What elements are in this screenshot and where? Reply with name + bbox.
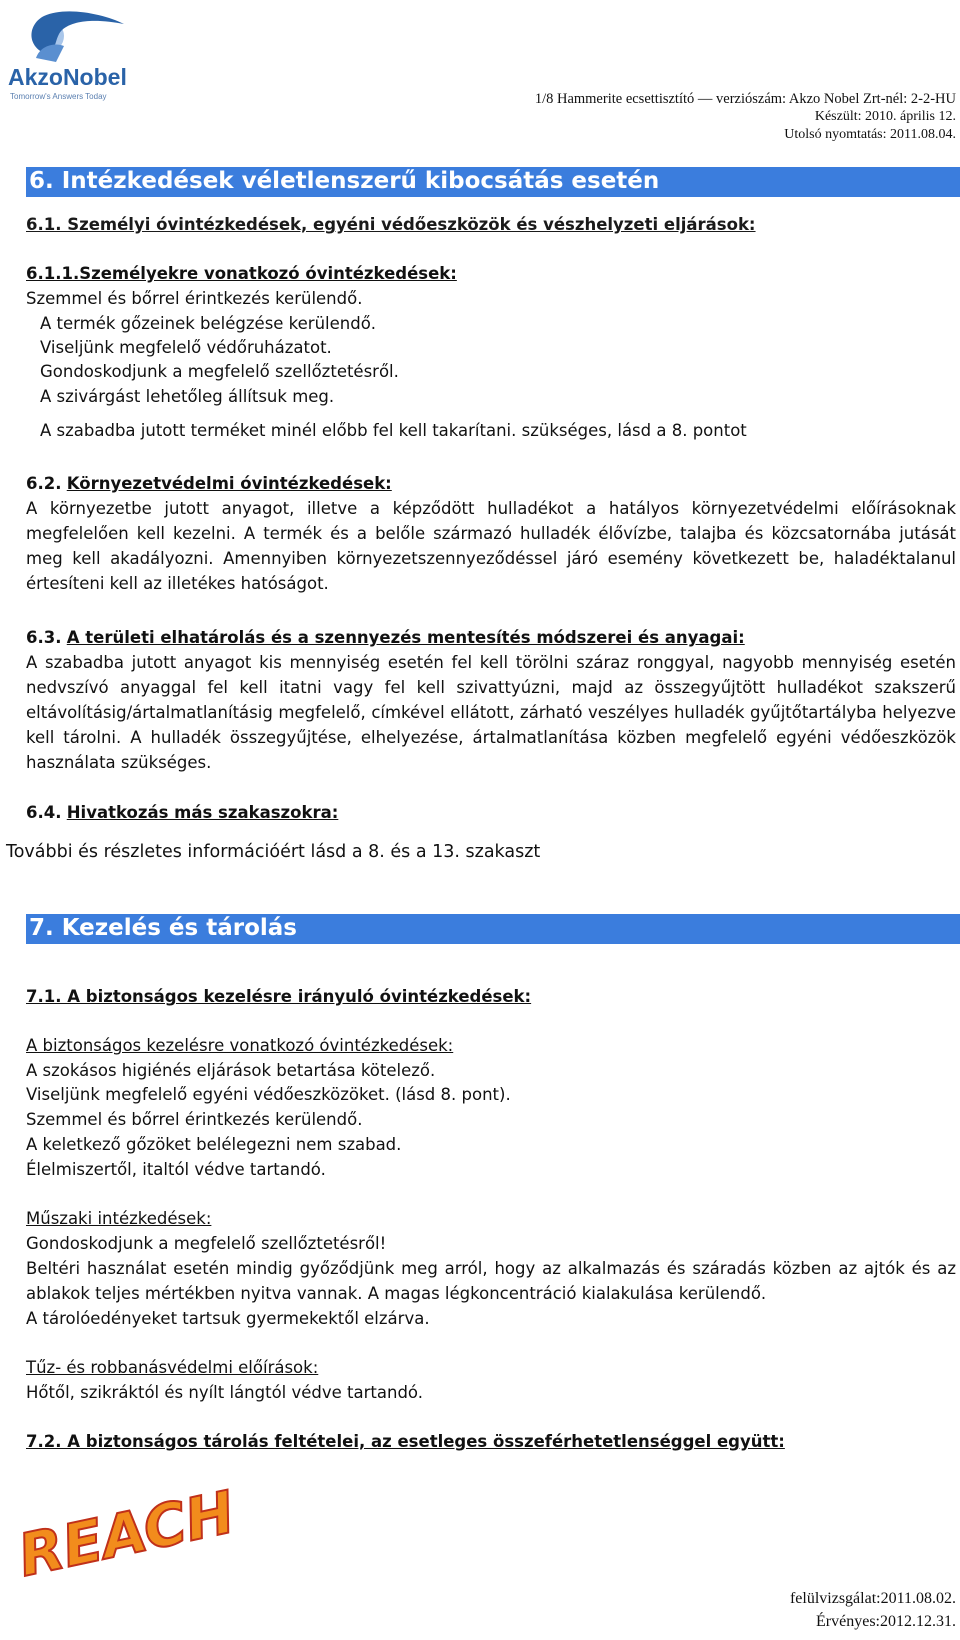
logo-tagline: Tomorrow's Answers Today — [10, 92, 107, 101]
section-6-3-number: 6.3. — [26, 628, 62, 647]
fire-protection-heading: Tűz- és robbanásvédelmi előírások: — [26, 1358, 319, 1377]
logo-wordmark: AkzoNobel — [8, 64, 127, 90]
section-6-1-1-heading: 6.1.1.Személyekre vonatkozó óvintézkedések: — [26, 264, 457, 283]
akzonobel-logo — [6, 6, 136, 102]
section-6-2-text: A környezetbe jutott anyagot, illetve a képződött hulladékot a hatályos környezetvédelmi előírásoknak megfelelően kell kezelni. A termék és a belőle származó hulladék élővízbe, talajba és közcsatornába jutását meg kell akadályozni. Amennyiben környezetszennyeződéssel járó esemény következett be, haladéktalanul értesíteni kell az illetékes hatóságot. — [26, 499, 956, 593]
list-item: A szokásos higiénés eljárások betartása kötelező. — [26, 1061, 436, 1080]
list-item: A keletkező gőzöket belélegezni nem szabad. — [26, 1135, 402, 1154]
section-6-1-heading: 6.1. Személyi óvintézkedések, egyéni védőeszközök és vészhelyzeti eljárások: — [26, 215, 756, 234]
section-6-3-heading — [26, 625, 745, 650]
footer-revision: felülvizsgálat:2011.08.02. — [789, 1590, 956, 1607]
list-item: Gondoskodjunk a megfelelő szellőztetésről. — [40, 362, 399, 381]
section-6-4-title: Hivatkozás más szakaszokra: — [66, 803, 339, 822]
list-item: Gondoskodjunk a megfelelő szellőztetésről! — [26, 1234, 387, 1253]
list-item: Viseljünk megfelelő egyéni védőeszközöket. (lásd 8. pont). — [26, 1085, 511, 1104]
section-7-1-heading: 7.1. A biztonságos kezelésre irányuló óvintézkedések: — [26, 987, 532, 1006]
header-printed: Utolsó nyomtatás: 2011.08.04. — [784, 127, 956, 142]
section-6-3-title: A területi elhatárolás és a szennyezés mentesítés módszerei és anyagai: — [66, 628, 745, 647]
section-6-3-text: A szabadba jutott anyagot kis mennyiség esetén fel kell törölni száraz ronggyal, nagyobb mennyiség esetén nedvszívó anyaggal fel kell itatni vagy fel kell szivattyúzni, majd az összegyűjtött hulladékot szakszerű eltávolításig/ártalmatlanításig megfelelő, címkével ellátott, zárható veszélyes hulladék gyűjtőtartályba helyezve kell tárolni. A hulladék összegyűjtése, elhelyezése, ártalmatlanítása közben megfelelő egyéni védőeszközök használata szükséges. — [26, 653, 956, 772]
list-item: A szabadba jutott terméket minél előbb fel kell takarítani. szükséges, lásd a 8. pontot — [40, 421, 747, 440]
section-6-title: 6. Intézkedések véletlenszerű kibocsátás esetén — [29, 168, 660, 194]
list-item: Hőtől, szikráktól és nyílt lángtól védve tartandó. — [26, 1383, 423, 1402]
section-6-2-heading — [26, 471, 392, 496]
reach-logo-icon — [6, 1477, 241, 1590]
header-title-line: 1/8 Hammerite ecsettisztító — verziószám: Akzo Nobel Zrt-nél: 2-2-HU — [534, 91, 956, 107]
list-item: A tárolóedényeket tartsuk gyermekektől elzárva. — [26, 1309, 430, 1328]
section-7-title: 7. Kezelés és tárolás — [29, 915, 297, 941]
section-6-2-number: 6.2. — [26, 474, 62, 493]
list-item: Viseljünk megfelelő védőruházatot. — [40, 338, 332, 357]
footer-valid: Érvényes:2012.12.31. — [816, 1613, 956, 1630]
technical-measures-heading: Műszaki intézkedések: — [26, 1209, 212, 1228]
svg-text:REACH: REACH — [12, 1477, 241, 1590]
list-item: Élelmiszertől, italtól védve tartandó. — [26, 1160, 326, 1179]
technical-measures-text: Beltéri használat esetén mindig győződjünk meg arról, hogy az alkalmazás és száradás közben az ajtók és az ablakok teljes mértékben nyitva vannak. A magas légkoncentráció kialakulása kerülendő. — [26, 1259, 956, 1303]
section-7-2-heading: 7.2. A biztonságos tárolás feltételei, az esetleges összeférhetetlenséggel együtt: — [26, 1432, 785, 1451]
section-6-4-number: 6.4. — [26, 803, 62, 822]
header-created: Készült: 2010. április 12. — [814, 109, 956, 124]
list-item: Szemmel és bőrrel érintkezés kerülendő. — [26, 289, 363, 308]
section-7-bar — [26, 914, 960, 944]
section-6-bar — [26, 167, 960, 197]
list-item: A termék gőzeinek belégzése kerülendő. — [40, 314, 377, 333]
reach-logo — [6, 1477, 241, 1590]
section-6-2-title: Környezetvédelmi óvintézkedések: — [66, 474, 392, 493]
safe-handling-heading: A biztonságos kezelésre vonatkozó óvintézkedések: — [26, 1036, 454, 1055]
list-item: Szemmel és bőrrel érintkezés kerülendő. — [26, 1110, 363, 1129]
list-item: A szivárgást lehetőleg állítsuk meg. — [40, 387, 335, 406]
section-6-4-heading — [26, 800, 338, 825]
section-6-4-text: További és részletes információért lásd a 8. és a 13. szakaszt — [6, 842, 541, 862]
